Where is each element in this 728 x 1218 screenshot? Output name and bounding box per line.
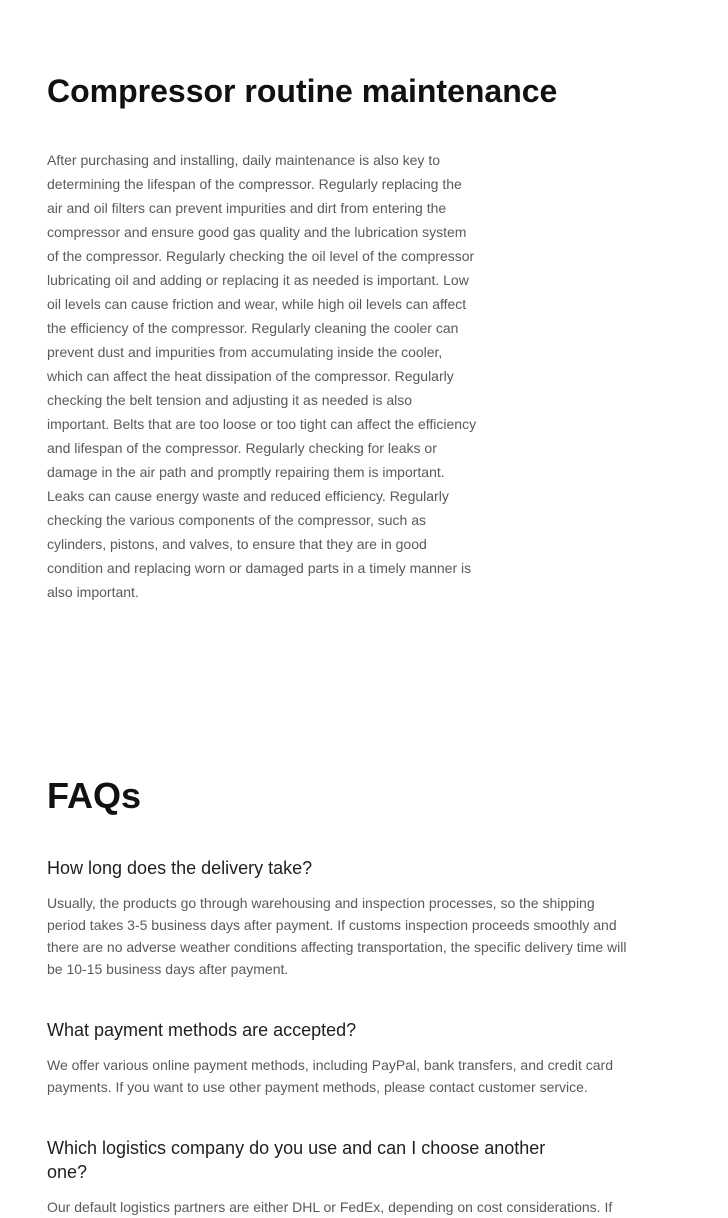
faq-answer-logistics: Our default logistics partners are either DHL or FedEx, depending on cost considerations. If <box>47 1198 613 1215</box>
faq-list <box>47 856 728 1218</box>
faq-answer-delivery: Usually, the products go through warehousing and inspection processes, so the shipping period takes 3-5 business days after payment. If customs inspection proceeds smoothly and there are no adverse weather conditions affecting transportation, the specific delivery time will be 10-15 business days after payment. <box>47 894 627 977</box>
faq-item <box>47 1136 728 1218</box>
article-paragraph: After purchasing and installing, daily maintenance is also key to determining the lifespan of the compressor. Regularly replacing the air and oil filters can prevent impurities and dirt from entering the compressor and ensure good gas quality and the lubrication system of the compressor. Regularly checking the oil level of the compressor lubricating oil and adding or replacing it as needed is important. Low oil levels can cause friction and wear, while high oil levels can affect the efficiency of the compressor. Regularly cleaning the cooler can prevent dust and impurities from accumulating inside the cooler, which can affect the heat dissipation of the compressor. Regularly checking the belt tension and adjusting it as needed is also important. Belts that are too loose or too tight can affect the efficiency and lifespan of the compressor. Regularly checking for leaks or damage in the air path and promptly repairing them is important. Leaks can cause energy waste and reduced efficiency. Regularly checking the various components of the compressor, such as cylinders, pistons, and valves, to ensure that they are in good condition and replacing worn or damaged parts in a timely manner is also important. <box>47 152 477 601</box>
faqs-heading: FAQs <box>47 775 142 817</box>
faq-question-logistics: Which logistics company do you use and can I choose another one? <box>47 1137 546 1182</box>
faq-answer-payment: We offer various online payment methods, including PayPal, bank transfers, and credit card payments. If you want to use other payment methods, please contact customer service. <box>47 1056 614 1095</box>
faq-item <box>47 856 728 980</box>
faq-question-delivery: How long does the delivery take? <box>47 857 313 878</box>
page-title: Compressor routine maintenance <box>47 73 558 109</box>
faq-item <box>47 1018 728 1098</box>
faq-question-payment: What payment methods are accepted? <box>47 1019 357 1040</box>
